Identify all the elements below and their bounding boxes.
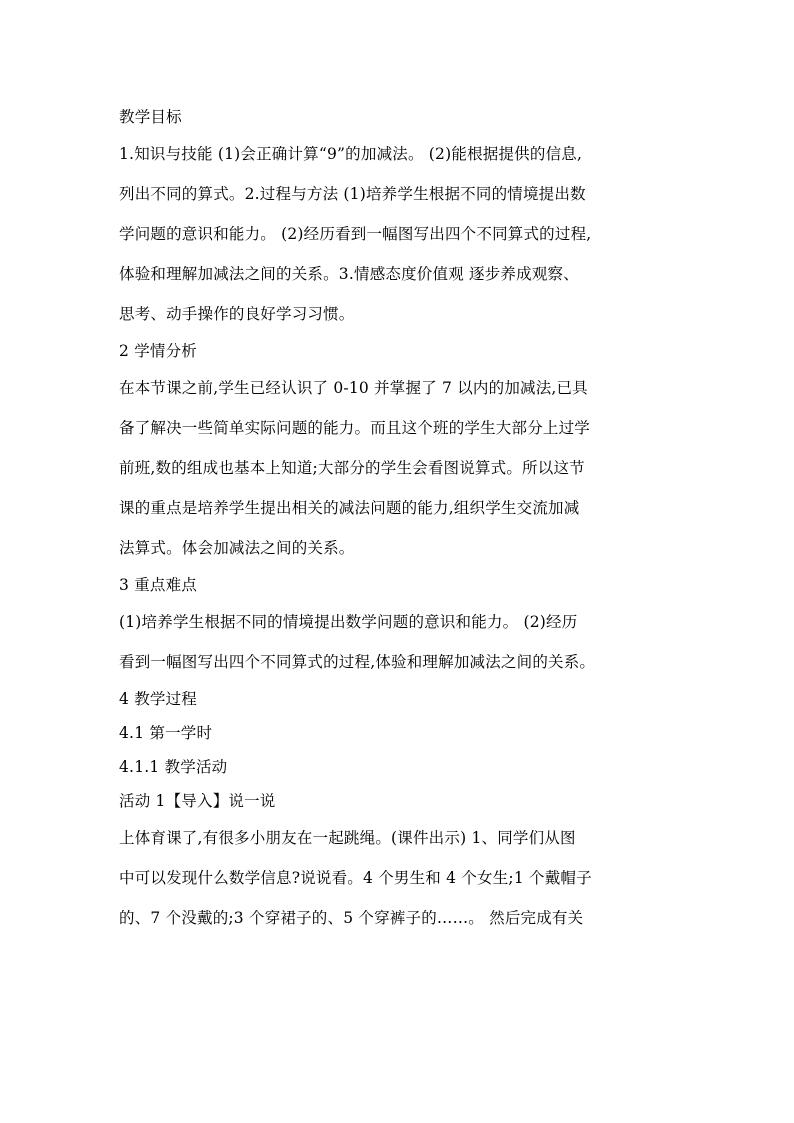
document-body [119,100,685,938]
text-line: (1)培养学生根据不同的情境提出数学问题的意识和能力。 (2)经历 [119,613,578,631]
text-line: 的、7 个没戴的;3 个穿裙子的、5 个穿裤子的……。 然后完成有关 [119,909,584,927]
paragraph-key-points [119,602,685,682]
text-line: 课的重点是培养学生提出相关的减法问题的能力,组织学生交流加减 [119,499,580,517]
heading-teaching-process: 4 教学过程 [119,690,197,708]
text-line: 看到一幅图写出四个不同算式的过程,体验和理解加减法之间的关系。 [119,653,596,671]
text-line: 中可以发现什么数学信息?说说看。4 个男生和 4 个女生;1 个戴帽子 [119,869,592,887]
paragraph-objectives [119,134,685,334]
heading-activity-1: 活动 1【导入】说一说 [119,792,276,810]
heading-teaching-objectives: 教学目标 [119,108,182,126]
paragraph-activity-1 [119,818,685,938]
text-line: 思考、动手操作的良好学习习惯。 [119,305,355,323]
text-line: 列出不同的算式。2.过程与方法 (1)培养学生根据不同的情境提出数 [119,185,586,203]
heading-teaching-activities: 4.1.1 教学活动 [119,758,228,776]
text-line: 法算式。体会加减法之间的关系。 [119,539,355,557]
heading-student-analysis: 2 学情分析 [119,342,197,360]
text-line: 1.知识与技能 (1)会正确计算“9”的加减法。 (2)能根据提供的信息, [119,145,583,163]
heading-key-points: 3 重点难点 [119,576,197,594]
text-line: 上体育课了,有很多小朋友在一起跳绳。(课件出示) 1、同学们从图 [119,829,576,847]
text-line: 学问题的意识和能力。 (2)经历看到一幅图写出四个不同算式的过程, [119,225,592,243]
text-line: 备了解决一些简单实际问题的能力。而且这个班的学生大部分上过学 [119,419,591,437]
heading-first-period: 4.1 第一学时 [119,724,213,742]
text-line: 在本节课之前,学生已经认识了 0-10 并掌握了 7 以内的加减法,已具 [119,379,588,397]
text-line: 前班,数的组成也基本上知道;大部分的学生会看图说算式。所以这节 [119,459,585,477]
text-line: 体验和理解加减法之间的关系。3.情感态度价值观 逐步养成观察、 [119,265,579,283]
paragraph-student-analysis [119,368,685,568]
